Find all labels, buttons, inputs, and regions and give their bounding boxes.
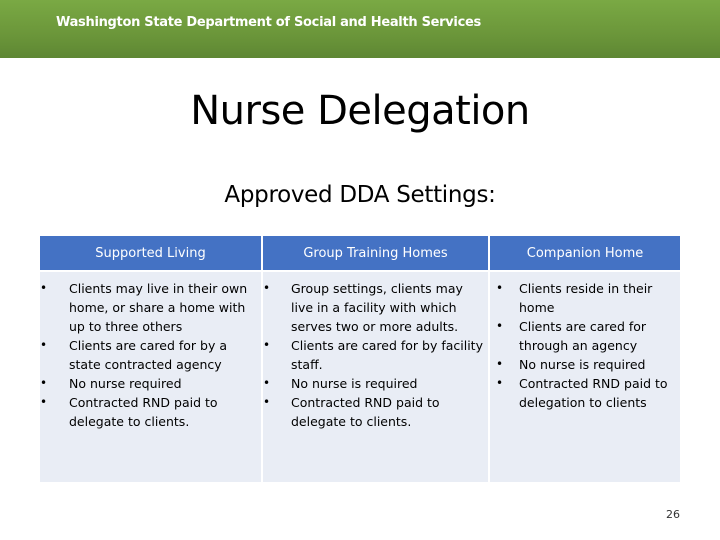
table-cell-supported-living (40, 272, 261, 482)
list-item: • Clients are cared for by a state contracted agency (40, 336, 256, 374)
table-cell-companion-home (490, 272, 680, 482)
table-cell-group-training-homes (263, 272, 488, 482)
slide-subtitle: Approved DDA Settings: (224, 182, 496, 208)
list-item: • Clients may live in their own home, or share a home with up to three others (40, 279, 256, 336)
bullet-list (40, 279, 256, 431)
page-number: 26 (666, 508, 680, 521)
list-item: • Clients reside in their home (496, 279, 678, 317)
list-item: • No nurse required (40, 374, 256, 393)
column-header-supported-living (40, 236, 261, 270)
list-item: • Group settings, clients may live in a facility with which serves two or more adults. (263, 279, 483, 336)
column-header-label: Companion Home (526, 245, 644, 261)
list-item: • Clients are cared for by facility staff. (263, 336, 483, 374)
list-item: • No nurse is required (263, 374, 483, 393)
slide-title: Nurse Delegation (190, 88, 530, 134)
list-item: • Contracted RND paid to delegate to clients. (40, 393, 256, 431)
list-item: • Contracted RND paid to delegation to clients (496, 374, 678, 412)
list-item: • Contracted RND paid to delegate to clients. (263, 393, 483, 431)
list-item: • Clients are cared for through an agency (496, 317, 678, 355)
settings-table (40, 236, 680, 482)
organization-name: Washington State Department of Social and Health Services (56, 15, 481, 30)
column-header-label: Group Training Homes (303, 245, 448, 261)
bullet-list (496, 279, 678, 412)
column-header-label: Supported Living (95, 245, 206, 261)
column-header-companion-home (490, 236, 680, 270)
bullet-list (263, 279, 483, 431)
header-banner (0, 0, 720, 58)
column-header-group-training-homes (263, 236, 488, 270)
list-item: • No nurse is required (496, 355, 678, 374)
